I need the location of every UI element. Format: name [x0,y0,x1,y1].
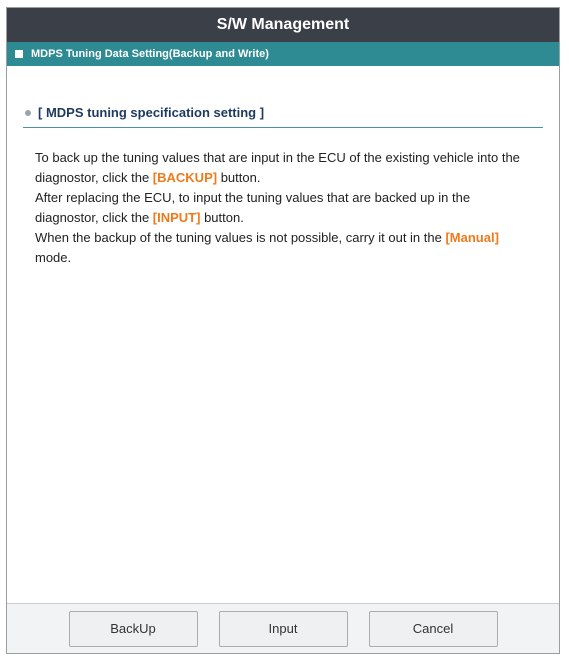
instruction-backup-before: To back up the tuning values that are input in the ECU of the existing vehicle into the diagnostor, click the [35,150,520,185]
backup-keyword: [BACKUP] [152,170,218,185]
section-header [23,105,543,128]
instruction-input-before: After replacing the ECU, to input the tuning values that are backed up in the diagnostor, click the [35,190,471,225]
input-keyword: [INPUT] [152,210,201,225]
instruction-input-after: button. [200,210,244,225]
instruction-backup [35,148,531,188]
instruction-manual-before: When the backup of the tuning values is not possible, carry it out in the [35,230,446,245]
subheader-bar [7,42,559,66]
button-bar [7,603,559,653]
section-title: [ MDPS tuning specification setting ] [38,105,265,120]
bullet-dot-icon [25,110,31,116]
content-area [7,105,559,268]
manual-keyword: [Manual] [445,230,499,245]
window-title: S/W Management [7,8,559,42]
sw-management-window [6,7,560,654]
square-bullet-icon [15,50,23,58]
instructions-text [35,148,531,268]
cancel-button[interactable]: Cancel [369,611,498,647]
instruction-manual [35,228,531,268]
instruction-backup-after: button. [217,170,261,185]
instruction-manual-after: mode. [35,250,72,265]
input-button[interactable]: Input [219,611,348,647]
subheader-label: MDPS Tuning Data Setting(Backup and Write) [31,48,269,60]
instruction-input [35,188,531,228]
backup-button[interactable]: BackUp [69,611,198,647]
